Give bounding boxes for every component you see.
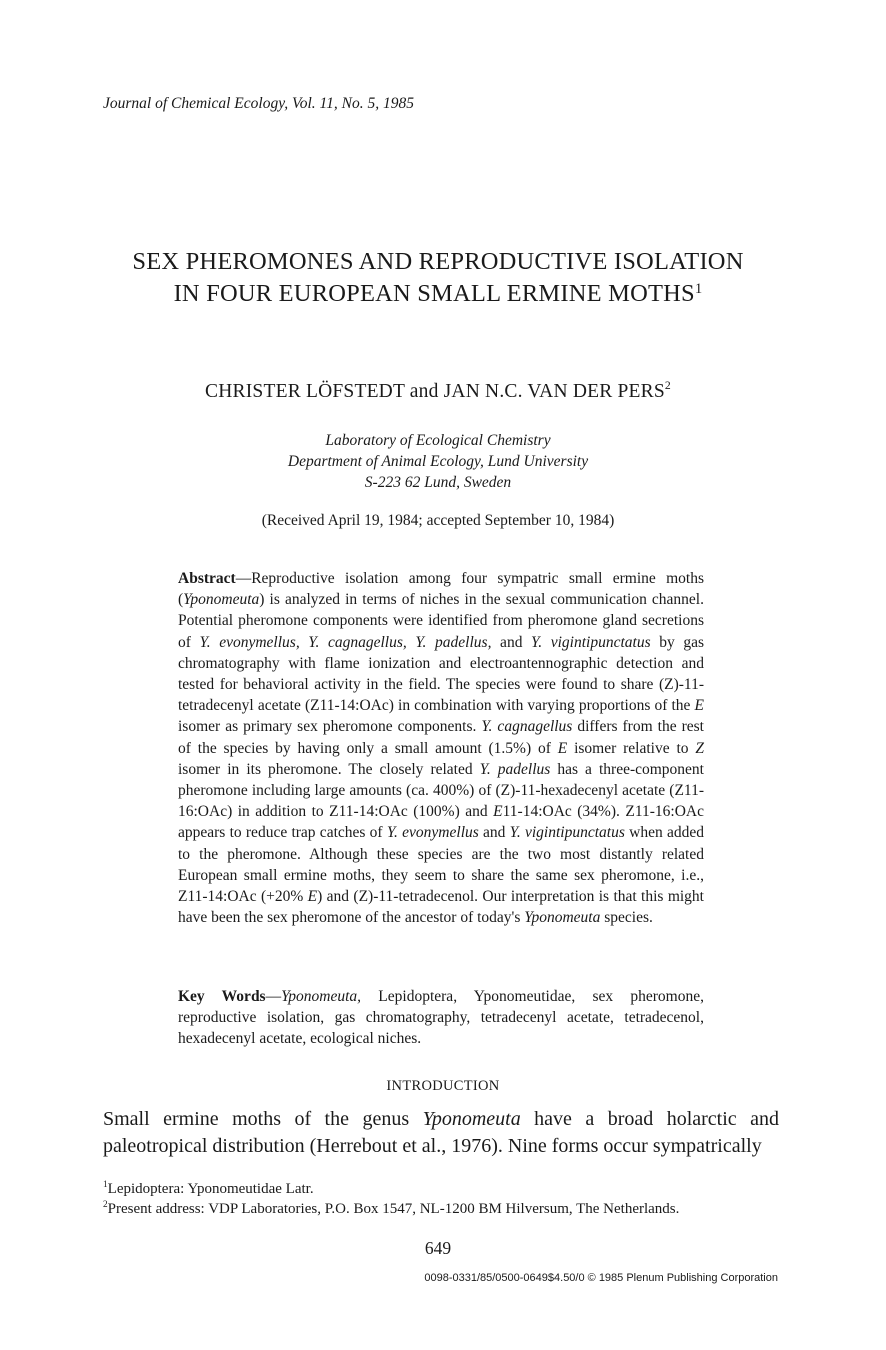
page-number: 649 <box>424 1238 452 1258</box>
introduction-text: Small ermine moths of the genus <box>103 1108 423 1130</box>
abstract-label: Abstract <box>178 570 236 587</box>
title-line-2 <box>0 278 876 310</box>
abstract-species: Y. evonymellus, Y. cagnagellus, Y. padellus, <box>199 633 492 651</box>
footnote-text: Lepidoptera: Yponomeutidae Latr. <box>107 1181 314 1197</box>
key-words-genus: Yponomeuta, <box>281 988 362 1005</box>
received-dates: (Received April 19, 1984; accepted September 10, 1984) <box>261 512 615 529</box>
abstract-text: and <box>478 824 510 842</box>
abstract-text: when added to the pheromone. Although these species are the two most distantly related European small ermine moths, they seem to share the same sex pheromone, i.e., Z11-14:OAc (+20% <box>178 824 704 906</box>
authors <box>0 381 876 403</box>
paper-title <box>0 246 876 310</box>
key-words <box>178 986 704 1050</box>
footnote-text: Present address: VDP Laboratories, P.O. Box 1547, NL-1200 BM Hilversum, The Netherlands. <box>107 1201 680 1217</box>
abstract-text: differs from the rest of the species by having only a small amount (1.5%) of <box>178 718 704 757</box>
title-footnote-mark: 1 <box>694 281 703 297</box>
abstract-text: by gas chromatography with flame ionization and electroantennographic detection and tested for behavioral activity in the field. The species were found to share (Z)-11-tetradecenyl acetate (Z11-14:OAc) in combination with varying proportions of the <box>178 633 704 715</box>
affiliation-line-3: S-223 62 Lund, Sweden <box>364 474 512 491</box>
key-words-list: Lepidoptera, Yponomeutidae, sex pheromone, reproductive isolation, gas chromatography, tetradecenyl acetate, tetradecenol, hexadecenyl acetate, ecological niches. <box>178 988 704 1048</box>
abstract-genus: Yponomeuta <box>524 909 601 927</box>
author-names: CHRISTER LÖFSTEDT and JAN N.C. VAN DER PERS <box>205 381 665 402</box>
abstract-text: isomer in its pheromone. The closely related <box>178 760 480 778</box>
abstract-isomer: E <box>307 888 318 906</box>
abstract-species: Y. vigintipunctatus <box>531 633 651 651</box>
abstract-species: Y. vigintipunctatus <box>509 824 625 842</box>
footnote-mark: 1 <box>103 1180 108 1190</box>
introduction-text: have a broad holarctic and paleotropical distribution (Herrebout et al., 1976). Nine forms occur sympatrically <box>103 1108 779 1157</box>
abstract-species: Y. padellus <box>479 760 551 778</box>
title-line-2-text: IN FOUR EUROPEAN SMALL ERMINE MOTHS <box>173 280 695 307</box>
abstract-isomer: Z <box>695 739 705 757</box>
abstract <box>178 568 704 928</box>
abstract-isomer: E <box>493 803 503 821</box>
introduction-genus: Yponomeuta <box>422 1108 521 1130</box>
key-words-label: Key Words <box>178 988 266 1005</box>
affiliation-line-1: Laboratory of Ecological Chemistry <box>325 432 551 449</box>
abstract-text: species. <box>600 909 653 927</box>
copyright-line: 0098-0331/85/0500-0649$4.50/0 © 1985 Plenum Publishing Corporation <box>424 1272 778 1284</box>
abstract-isomer: E <box>694 697 704 715</box>
title-line-1: SEX PHEROMONES AND REPRODUCTIVE ISOLATION <box>132 248 744 275</box>
abstract-genus: Yponomeuta <box>183 591 260 609</box>
abstract-text: isomer relative to <box>567 739 696 757</box>
footnote-2 <box>103 1199 783 1219</box>
abstract-text: isomer as primary sex pheromone components. <box>178 718 482 736</box>
introduction-paragraph <box>103 1106 779 1160</box>
footnote-1 <box>103 1179 783 1199</box>
author-footnote-mark: 2 <box>664 379 671 392</box>
abstract-text: ) and (Z)-11-tetradecenol. Our interpretation is that this might have been the sex pheromone of the ancestor of today's <box>178 888 704 927</box>
section-heading-introduction: INTRODUCTION <box>386 1078 500 1094</box>
abstract-text: 11-14:OAc (34%). Z11-16:OAc appears to reduce trap catches of <box>178 803 705 842</box>
affiliation <box>0 430 876 493</box>
abstract-text: and <box>491 633 532 651</box>
abstract-text: has a three-component pheromone including large amounts (ca. 400%) of (Z)-11-hexadecenyl acetate (Z11-16:OAc) in addition to Z11-14:OAc (100%) and <box>178 760 704 821</box>
footnotes <box>103 1179 783 1219</box>
abstract-species: Y. evonymellus <box>386 824 479 842</box>
footnote-mark: 2 <box>103 1200 108 1210</box>
affiliation-line-2: Department of Animal Ecology, Lund University <box>287 453 589 470</box>
journal-citation: Journal of Chemical Ecology, Vol. 11, No. 5, 1985 <box>103 95 414 112</box>
abstract-species: Y. cagnagellus <box>481 718 573 736</box>
abstract-isomer: E <box>557 739 568 757</box>
abstract-text: —Reproductive isolation among four sympatric small ermine moths ( <box>178 570 704 609</box>
key-words-dash: — <box>265 988 282 1005</box>
abstract-text: ) is analyzed in terms of niches in the sexual communication channel. Potential pheromone components were identified from pheromone gland secretions of <box>178 591 704 651</box>
